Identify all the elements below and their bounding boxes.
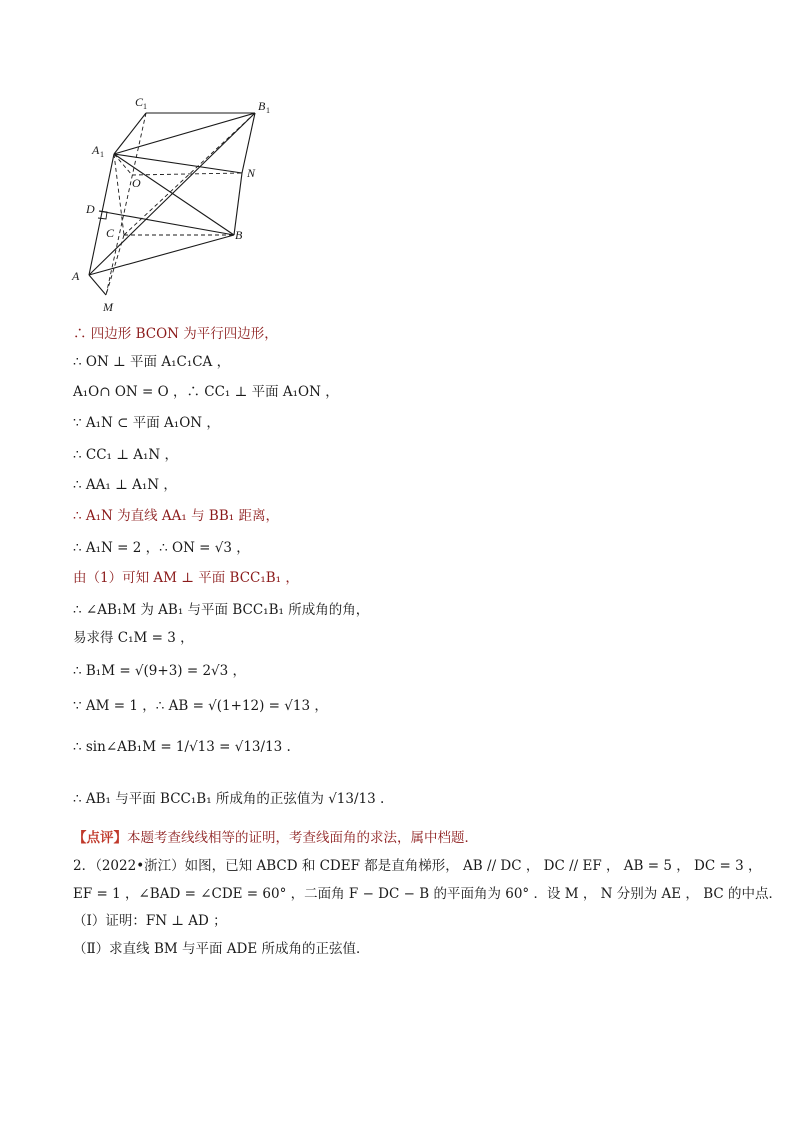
edge-A1B — [114, 154, 234, 235]
edge-CM — [106, 235, 124, 295]
solution-line-2: ∴ ON ⊥ 平面 A₁C₁CA ， — [73, 354, 231, 370]
prism-diagram — [62, 90, 282, 320]
edge-A1C — [114, 154, 124, 235]
solution-line-4: ∵ A₁N ⊂ 平面 A₁ON ， — [73, 415, 220, 431]
edge-ON — [132, 173, 242, 175]
label-D: D — [86, 202, 95, 216]
label-O: O — [132, 176, 141, 190]
problem2-line-1: 2．（2022•浙江）如图，已知 ABCD 和 CDEF 都是直角梯形， AB // DC ， DC // EF ， AB = 5 ， DC = 3 ， — [73, 858, 762, 874]
label-B: B — [235, 228, 243, 242]
comment — [73, 829, 478, 847]
solution-line-7: ∴ A₁N 为直线 AA₁ 与 BB₁ 距离， — [73, 508, 279, 524]
svg-text:1: 1 — [100, 150, 104, 159]
solution-line-14: ∴ sin∠AB₁M = 1/√13 = √13/13 . — [73, 739, 291, 755]
label-N: N — [247, 166, 256, 180]
solution-line-1: ∴ 四边形 BCON 为平行四边形， — [73, 326, 278, 342]
svg-text:1: 1 — [266, 106, 270, 115]
solution-line-11: 易求得 C₁M = 3 ， — [73, 630, 194, 646]
problem2-line-2: EF = 1 ，∠BAD = ∠CDE = 60° ，二面角 F − DC − B 的平面角为 60° ．设 M ， N 分别为 AE ， BC 的中点． — [73, 886, 783, 902]
solution-line-6: ∴ AA₁ ⊥ A₁N ， — [73, 477, 177, 493]
label-A: A — [72, 269, 80, 283]
comment-text: 本题考查线线相等的证明，考查线面角的求法，属中档题． — [127, 830, 478, 846]
solution-line-9: 由（1）可知 AM ⊥ 平面 BCC₁B₁ ， — [73, 570, 299, 586]
edge-AM — [89, 275, 106, 295]
label-B1: B — [258, 99, 266, 113]
problem2-part-2: （Ⅱ）求直线 BM 与平面 ADE 所成角的正弦值． — [73, 941, 370, 957]
solution-line-3: A₁O∩ ON = O ，∴ CC₁ ⊥ 平面 A₁ON ， — [73, 384, 339, 400]
label-C1: C — [135, 95, 144, 109]
solution-line-10: ∴ ∠AB₁M 为 AB₁ 与平面 BCC₁B₁ 所成角的角， — [73, 602, 370, 618]
comment-tag: 【点评】 — [73, 830, 127, 846]
edge-DB — [99, 211, 234, 235]
edge-C1M — [106, 113, 146, 295]
solution-line-8: ∴ A₁N = 2 ，∴ ON = √3 ， — [73, 540, 250, 556]
svg-text:1: 1 — [143, 102, 147, 111]
label-A1: A — [92, 143, 100, 157]
label-M: M — [103, 300, 113, 314]
solution-line-12: ∴ B₁M = √(9+3) = 2√3 ， — [73, 663, 247, 679]
solution-line-13: ∵ AM = 1 ，∴ AB = √(1+12) = √13 ， — [73, 698, 328, 714]
problem2-part-1: （Ⅰ）证明：FN ⊥ AD ； — [73, 913, 227, 929]
edge-NB — [234, 173, 242, 235]
edge-B1N — [242, 113, 255, 173]
prism-figure — [62, 90, 282, 320]
solution-line-5: ∴ CC₁ ⊥ A₁N ， — [73, 447, 178, 463]
label-C: C — [106, 226, 115, 240]
solution-line-15: ∴ AB₁ 与平面 BCC₁B₁ 所成角的正弦值为 √13/13 . — [73, 791, 385, 807]
edge-AB — [89, 235, 234, 275]
